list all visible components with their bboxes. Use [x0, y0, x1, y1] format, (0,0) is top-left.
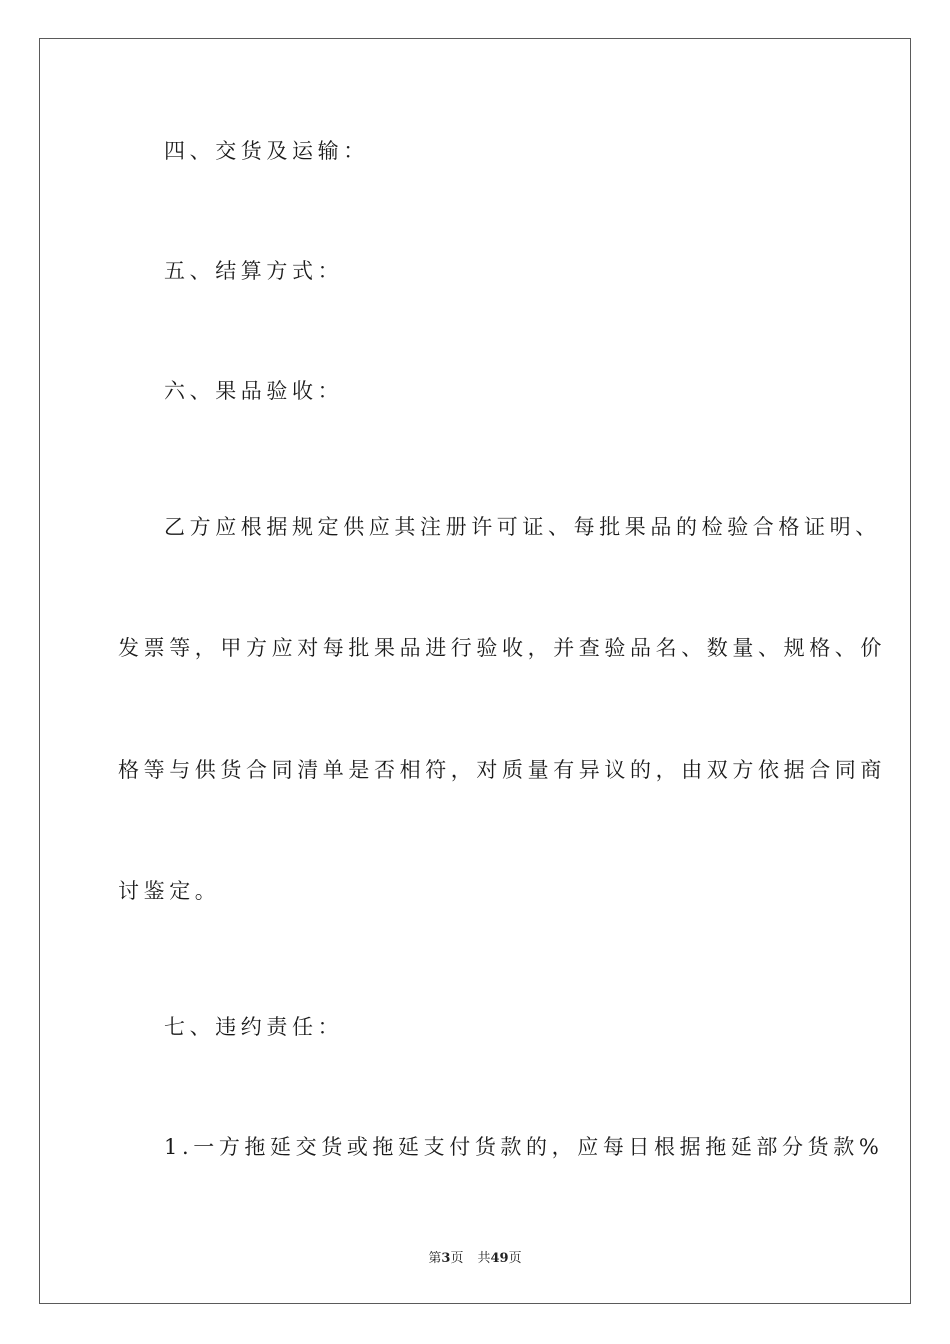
page-prefix: 第	[428, 1251, 442, 1266]
paragraph-line: 发票等，甲方应对每批果品进行验收，并查验品名、数量、规格、价	[118, 636, 886, 660]
paragraph-line: 格等与供货合同清单是否相符，对质量有异议的，由双方依据合同商	[118, 758, 886, 782]
total-suffix: 页	[508, 1251, 522, 1266]
paragraph-line: 1.一方拖延交货或拖延支付货款的，应每日根据拖延部分货款%	[164, 1135, 884, 1159]
section-heading-inspection: 六、果品验收：	[164, 379, 344, 403]
page-suffix: 页	[450, 1251, 464, 1266]
page-number: 3	[441, 1251, 451, 1266]
section-heading-delivery: 四、交货及运输：	[164, 139, 369, 163]
page-footer	[0, 1247, 950, 1266]
section-heading-settlement: 五、结算方式：	[164, 259, 344, 283]
page-border	[39, 38, 911, 1304]
total-pages: 49	[490, 1251, 509, 1266]
total-prefix: 共	[477, 1251, 491, 1266]
paragraph-line: 乙方应根据规定供应其注册许可证、每批果品的检验合格证明、	[164, 515, 881, 539]
section-heading-liability: 七、违约责任：	[164, 1015, 344, 1039]
paragraph-line: 讨鉴定。	[118, 879, 221, 903]
